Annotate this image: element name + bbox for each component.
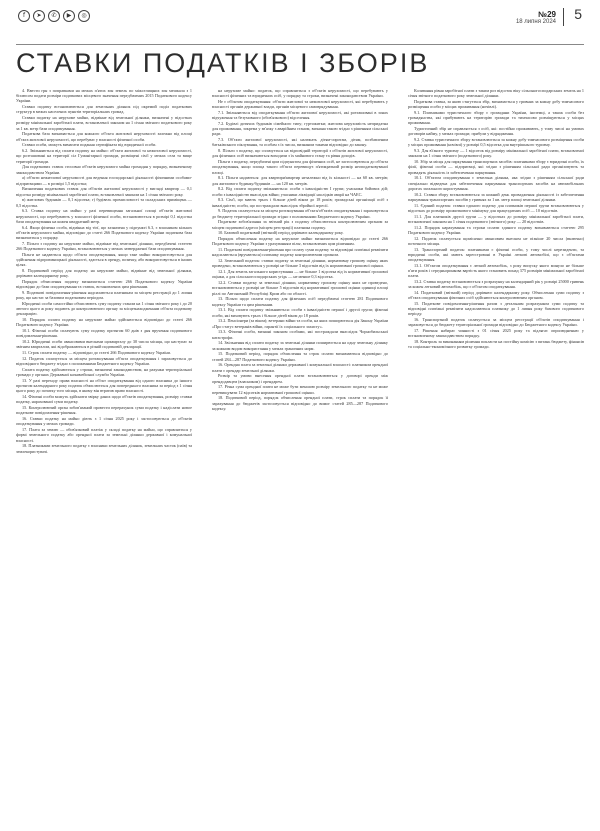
paragraph: 8.2. Від сплати податку звільняються: особи з інвалідністю I групи; учасники бойових дій; особи з інвалідністю внаслідок війни; учасники ліквідації наслідків аварії на ЧАЕС.: [212, 186, 388, 197]
paragraph: 14. Звільнення від сплати податку за земельні ділянки поширюється на одну земельну ділянку за кожним видом використання у межах граничних норм.: [212, 340, 388, 351]
paragraph: Юридичні особи самостійно обчислюють суму податку станом на 1 січня звітного року і до 20 лютого цього ж року подають до контролюючого органу за місцезнаходженням об'єкта податкову декларацію.: [16, 301, 192, 317]
page-number: 5: [574, 6, 582, 22]
paragraph: 14. Фізичні особи можуть здійснити звірку даних щодо об'єктів оподаткування, розміру ставки податку, нарахованої суми податку.: [16, 394, 192, 405]
paragraph: 7.3. Об'єкти житлової нерухомості, які належать дітям-сиротам, дітям, позбавленим батьківського піклування, та особам з їх числа, визнаним такими відповідно до закону.: [212, 137, 388, 148]
header-divider: [563, 8, 564, 26]
paragraph: 13. У разі переходу права власності на об'єкт оподаткування від одного власника до іншого протягом календарного року податок обчислюється для попереднього власника за період з 1 січня цього року до початку того місяця, в якому він втратив право власності.: [16, 378, 192, 394]
paragraph: 16. Ставки податку на майно діють з 1 січня 2025 року і застосовуються до об'єктів оподаткування у межах громади.: [16, 416, 192, 427]
headline: СТАВКИ ПОДАТКІВ І ЗБОРІВ: [16, 48, 430, 78]
paragraph: а) об'єкти нежитлової нерухомості для ведення господарської діяльності фізичними особами-підприємцями — в розмірі 1,5 відсотка;: [16, 175, 192, 186]
paragraph: Визначення податкових ставок для об'єктів житлової нерухомості у вигляді квартир — 0,1 відсотка розміру мінімальної заробітної плати, встановленої законом на 1 січня звітного року.: [16, 186, 192, 197]
paragraph: 18. Платниками земельного податку є власники земельних ділянок, земельних часток (паїв) та землекористувачі.: [16, 443, 192, 454]
youtube-icon: ▶: [63, 10, 75, 22]
paragraph: 17. Рішення набирає чинності з 01 січня 2025 року та підлягає оприлюдненню у встановленому законодавством порядку.: [408, 328, 584, 339]
paragraph: 8. Податковий період для податку на нерухоме майно, відмінне від земельної ділянки, дорівнює календарному року.: [16, 268, 192, 279]
paragraph: 9. Податок сплачується за місцем розташування об'єкта/об'єктів оподаткування і зараховується до бюджету територіальної громади згідно з положеннями Бюджетного кодексу України.: [212, 208, 388, 219]
text-column-3: [408, 88, 584, 824]
paragraph: 4. Ввести грн з поправками на межах п'ятих зон земель по міжселищних зон мешкала з 1 бізлюсом подати розміри податкових місцевого значення передбачених 2015 Податкового кодексу України.: [16, 88, 192, 104]
paragraph: 6.4. Якщо фізична особа, відмінна від тієї, що зазначена у підпункті 6.3, є власником кількох об'єктів нерухомого майна, відповідно до статті 266 Податкового кодексу України податкова база визначається у порядку.: [16, 224, 192, 241]
paragraph: 10.2. Ставки збору встановлюються за кожний день провадження діяльності із забезпечення паркування транспортних засобів у гривнях за 1 кв. метр площі земельної ділянки.: [408, 191, 584, 202]
paragraph: 15. Податкове повідомлення-рішення разом з детальним розрахунком суми податку та відповідні платіжні реквізити надсилаються платнику до 1 липня року базового податкового періоду.: [408, 301, 584, 317]
paragraph: 13. Транспортний податок: платниками є фізичні особи, у тому числі нерезиденти, та юридичні особи, які мають зареєстровані в Україні легкові автомобілі, що є об'єктами оподаткування.: [408, 246, 584, 263]
paragraph: в) житлових будинків — 0,1 відсотка; г) будівель промисловості та складських приміщень — 0,5 відсотка.: [16, 197, 192, 208]
paragraph: Податкове зобов'язання за звітний рік з податку обчислюється контролюючим органом за місцем податкової адреси (місцем реєстрації) платника податку.: [212, 219, 388, 230]
paragraph: 7.1. Звільняються від оподаткування об'єкти житлової нерухомості, які розташовані в зонах відчуження та безумовного (обов'язкового) відселення.: [212, 110, 388, 121]
paragraph: Ставки податку на нерухоме майно, відмінне від земельної ділянки, визначені у відсотках розміру мінімальної заробітної плати, встановленої законом на 1 січня звітного податкового року за 1 кв. метр бази оподаткування.: [16, 115, 192, 131]
paragraph: 16. Транспортний податок сплачується за місцем реєстрації об'єктів оподаткування і зараховується до бюджету територіальної громади відповідно до Бюджетного кодексу України.: [408, 317, 584, 328]
paragraph: 10. Базовий податковий (звітний) період дорівнює календарному року.: [218, 230, 344, 236]
paragraph: Коливання рівня заробітної плати з таким роз відсоток віку сільськогосподарських земель на 1 січня звітного податкового року земельної ділянки.: [408, 88, 584, 99]
paragraph: 15. Контролюючий орган зобов'язаний провести перерахунок суми податку і надіслати новое податкове повідомлення-рішення.: [16, 405, 192, 416]
paragraph: 17. Річна сума орендної плати не може бути меншою розміру земельного податку та не може перевищувати 12 відсотків нормативної грошової оцінки.: [212, 384, 388, 395]
paragraph: Порядок обчислення податку на нерухоме майно визначається відповідно до статті 266 Податкового кодексу України з урахуванням пільг, встановлених цим рішенням.: [212, 236, 388, 247]
social-icons: [18, 10, 90, 22]
paragraph: 13.1. Від сплати податку звільняються: особи з інвалідністю першої і другої групи; фізичні особи, які виховують трьох і більше дітей віком до 18 років.: [212, 307, 388, 318]
paragraph: 14. Податковий (звітний) період дорівнює календарному року. Обчислення суми податку з об'єкта оподаткування фізичних осіб здійснюється контролюючим органом.: [408, 290, 584, 301]
paragraph: 12.2. Ставки податку за земельні ділянки, нормативну грошову оцінку яких не проведено, встановлюються у розмірі не більше 5 відсотків від нормативної грошової оцінки одиниці площі ріллі по Автономній Республіці Крим або по області.: [212, 280, 388, 296]
paragraph: 9. Податкові повідомлення-рішення надсилаються платникам за місцем реєстрації до 1 липня року, що настає за базовим податковим періодом.: [16, 290, 192, 301]
paragraph: 6.3. Ставка податку на майно у разі перевищення загальної площі об'єктів житлової нерухомості, що перебувають у власності фізичної особи, встановлюється в розмірі 0,1 відсотка бази оподаткування на кожен квадратний метр.: [16, 208, 192, 224]
paragraph: 17. Плата за землю — обов'язковий платіж у складі податку на майно, що справляється у формі земельного податку або орендної плати за земельні ділянки державної і комунальної власності.: [16, 427, 192, 443]
paragraph: 8.1. Пільги надаються: для квартири/квартир незалежно від їх кількості — на 60 кв. метрів; для житлового будинку/будинків — на 120 кв. метрів.: [212, 175, 388, 186]
paragraph: 10.1. Об'єктом оподаткування є земельна ділянка, яка згідно з рішенням сільської ради спеціально відведена для забезпечення паркування транспортних засобів на автомобільних дорогах загального користування.: [408, 175, 584, 191]
issue-date: 18 липня 2024: [515, 19, 556, 25]
paragraph: 10. Збір за місця для паркування транспортних засобів: платниками збору є юридичні особи, їх філії, фізичні особи — підприємці, які згідно з рішенням сільської ради організовують та провадять діяльність із забезпечення паркування.: [408, 159, 584, 175]
paragraph: 10.1. Фізичні особи сплачують суму податку протягом 60 днів з дня вручення податкового повідомлення-рішення.: [16, 328, 192, 339]
paragraph: Розмір та умови внесення орендної плати встановлюються у договорі оренди між орендодавцем (власником) і орендарем.: [212, 373, 388, 384]
paragraph: Не є об'єктом оподаткування: об'єкти житлової та нежитлової нерухомості, які перебувають у власності органів державної влади, органів місцевого самоврядування.: [212, 99, 388, 110]
paragraph: 13.1. Об'єктом оподаткування є легкий автомобіль, з року випуску якого минуло не більше п'яти років і середньоринкова вартість якого становить понад 375 розмірів мінімальної заробітної плати.: [408, 262, 584, 279]
paragraph: 13.2. Ставка податку встановлюється з розрахунку на календарний рік у розмірі 25000 гривень за кожен легковий автомобіль, що є об'єктом оподаткування.: [408, 279, 584, 290]
issue-number: №29: [538, 10, 556, 19]
paragraph: 12. Податок сплачується за місцем розташування об'єкта оподаткування і зараховується до відповідного бюджету згідно з положеннями Бюджетного кодексу України.: [16, 356, 192, 367]
paragraph: Пільги з податку, передбачені цим підпунктом для фізичних осіб, не застосовуються до об'єкта оподаткування, якщо площа такого об'єкта перевищує п'ятикратний розмір неоподатковуваної площі.: [212, 159, 388, 175]
paragraph: 15. Податковий період, порядок обчислення та строк сплати визначаються відповідно до статей 284—287 Податкового кодексу України.: [212, 351, 388, 362]
paragraph: 12.1. Для земель загального користування — не більше 1 відсотка від їх нормативної грошової оцінки, а для сільськогосподарських угідь — не менше 0,3 відсотка.: [212, 269, 388, 280]
paragraph: 12. Податок сплачується щомісячно авансовим внеском не пізніше 20 числа (включно) поточного місяця.: [408, 235, 584, 246]
paragraph: 11.1. Для платників другої групи — у відсотках до розміру мінімальної заробітної плати, встановленої законом на 1 січня податкового (звітного) року — 20 відсотків.: [408, 213, 584, 224]
paragraph: Ставки особи, можуть вимагати подання сертифіката від юридичної особи.: [22, 142, 157, 148]
telegram-icon: ➤: [33, 10, 45, 22]
paragraph: 18. Контроль за виконанням рішення покласти на постійну комісію з питань бюджету, фінансів та соціально-економічного розвитку громади.: [408, 339, 584, 350]
paragraph: 9.1. Платниками туристичного збору є громадяни України, іноземці, а також особи без громадянства, які прибувають на територію громади та тимчасово розміщуються у місцях проживання.: [408, 110, 584, 126]
paragraph: Податкова ставка, за якою стягується збір, визначається у гривнях за кожну добу тимчасового розміщення особи у місцях проживання (ночівлі).: [408, 99, 584, 110]
paragraph: 8. Пільги з податку, що сплачується на відповідній території з об'єктів житлової нерухомості, для фізичних осіб визначаються виходячи з їх майнового стану та рівня доходів.: [212, 148, 388, 159]
paragraph: 16. Орендна плата за земельні ділянки державної і комунальної власності: платником орендної плати є орендар земельної ділянки.: [212, 362, 388, 373]
paragraph: 11. Податкові повідомлення-рішення про сплату суми податку та відповідні платіжні реквізити надсилаються (вручаються) платнику податку контролюючим органом.: [212, 247, 388, 258]
article-body: [16, 88, 584, 824]
headline-rule: [16, 44, 584, 45]
paragraph: 7.2. Будівлі дитячих будинків сімейного типу; гуртожитки; житлова нерухомість непридатна для проживання, зокрема у зв'язку з аварійним станом, визнана такою згідно з рішенням сільської ради.: [212, 121, 388, 137]
paragraph: 18. Податковий період, порядок обчислення орендної плати, строк сплати та порядок її зарахування до бюджетів застосовується відповідно до вимог статей 285—287 Податкового кодексу.: [212, 395, 388, 411]
paragraph: 10. Порядок сплати податку на нерухоме майно здійснюється відповідно до статті 266 Податкового кодексу України.: [16, 317, 192, 328]
paragraph: 9.2. Ставка туристичного збору встановлюється за кожну добу тимчасового розміщення особи у місцях проживання (ночівлі) у розмірі 0,5 відсотка для внутрішнього туризму.: [408, 137, 584, 148]
viber-icon: ✆: [48, 10, 60, 22]
paragraph: Сплата податку здійснюється у строки, визначені законодавством, на рахунки територіальної громади у органах Державної казначейської служби України.: [16, 367, 192, 378]
paragraph: 10.2. Юридичні особи авансовими внесками щокварталу до 30 числа місяця, що наступає за звітним кварталом, які відображаються в річній податковій декларації.: [16, 339, 192, 350]
issue-info: [516, 10, 556, 25]
paragraph: 7. Пільги з податку на нерухоме майно, відмінне від земельної ділянки, передбачені статтею 266 Податкового кодексу України, встановлюються у межах затвердженої бази оподаткування.: [16, 240, 192, 252]
facebook-icon: f: [18, 10, 30, 22]
paragraph: 11. Єдиний податок: ставки єдиного податку для платників першої групи встановлюються у відсотках до розміру прожиткового мінімуму для працездатних осіб — 10 відсотків.: [408, 202, 584, 213]
paragraph: 12. Земельний податок: ставки податку за земельні ділянки, нормативну грошову оцінку яких проведено, встановлюються у розмірі не більше 3 відсотків від їх нормативної грошової оцінки.: [212, 258, 388, 269]
paragraph: Туристичний збір не справляється з осіб, які: постійно проживають, у тому числі на умовах договорів найму, у межах громади; прибули у відрядження.: [408, 126, 584, 137]
paragraph: 13.3. Фізичні особи, визнані законом особами, які постраждали внаслідок Чорнобильської катастрофи.: [212, 329, 388, 340]
paragraph: 9.3. Для в'їзного туризму — 1 відсоток від розміру мінімальної заробітної плати, встановленої законом на 1 січня звітного (податкового) року.: [408, 148, 584, 159]
instagram-icon: ◎: [78, 10, 90, 22]
paragraph: 13. Пільги щодо сплати податку для фізичних осіб передбачені статтею 281 Податкового кодексу України та цим рішенням.: [212, 296, 388, 307]
text-column-2: [212, 88, 388, 824]
paragraph: 11. Строк сплати податку — відповідно до статті 266 Податкового кодексу України.: [22, 350, 171, 356]
paragraph: 8.3. Сім'ї, що мають трьох і більше дітей віком до 18 років; громадські організації осіб з інвалідністю; особи, що постраждали внаслідок збройної агресії.: [212, 197, 388, 208]
paragraph: Порядок обчислення податку визначається статтею 266 Податкового кодексу України відповідно до бази оподаткування та ставок, встановлених цим рішенням.: [16, 279, 192, 290]
paragraph: 11.2. Порядок нарахування та строки сплати єдиного податку визначаються статтею 295 Податкового кодексу України.: [408, 224, 584, 235]
paragraph: 6.2. Звільняються від сплати податку на майно: об'єкти житлової та нежитлової нерухомості, що розташовані на території сіл Гуманітарної громади, розміщені сім'ї у межах села та вище території громади.: [16, 148, 192, 164]
page-header: [18, 6, 584, 44]
paragraph: Податкова база визначається для кожного об'єкта житлової нерухомості залежно від площі об'єкта житлової нерухомості, що перебуває у власності фізичної особи.: [16, 131, 192, 142]
paragraph: на нерухоме майно: податок, що справляється з об'єктів нерухомості, що перебувають у власності фізичних та юридичних осіб, у порядку та строки, визначені законодавством України.: [212, 88, 388, 99]
paragraph: Ставки податку встановлюються для земельних ділянок під окремий поділ податкових структур в межах населених пунктів територіальних громад.: [16, 104, 192, 115]
paragraph: Пільги не надаються щодо об'єкта оподаткування, якщо таке майно використовується для здійснення підприємницької діяльності, здається в оренду, позичку, або використовується в інших цілях.: [16, 251, 192, 268]
text-column-1: [16, 88, 192, 824]
paragraph: Для податкових ставок стосовно об'єктів нерухомого майна громадян у порядку, визначеному законодавством України.: [16, 164, 192, 175]
paragraph: 13.2. Пенсіонери (за віком); ветерани війни та особи, на яких поширюється дія Закону України «Про статус ветеранів війни, гарантії їх соціального захисту».: [212, 318, 388, 329]
